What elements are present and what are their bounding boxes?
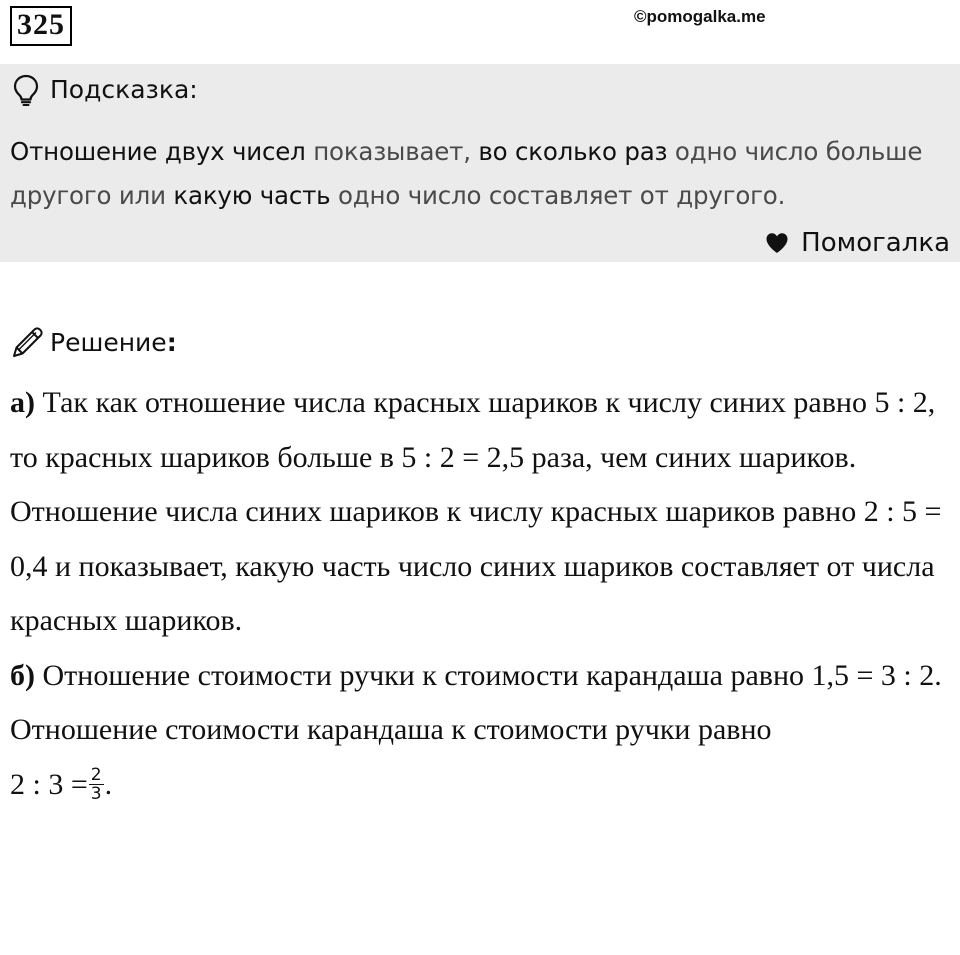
part-a-text: Так как отношение числа красных шариков к числу синих равно 5 : 2, то красных шариков больше в 5 : 2 = 2,5 раза, чем синих шариков.	[10, 386, 936, 474]
hint-emphasis: Отношение двух чисел	[10, 137, 306, 166]
fraction-numerator: 2	[90, 765, 102, 786]
solution-part-b-formula	[10, 758, 955, 813]
solution-title: Решение	[50, 328, 167, 357]
part-b-text: Отношение стоимости ручки к стоимости карандаша равно 1,5 = 3 : 2.	[35, 658, 942, 692]
formula-end: .	[104, 767, 113, 801]
hint-box	[0, 64, 960, 262]
hint-heading	[12, 74, 198, 106]
hint-emphasis: какую часть	[173, 181, 331, 210]
solution-part-b-continued	[10, 703, 955, 758]
solution-part-b	[10, 649, 955, 704]
part-b-text-2: Отношение стоимости карандаша к стоимости ручки равно	[10, 713, 772, 746]
solution-colon: :	[166, 328, 177, 357]
part-a-label: а)	[10, 386, 35, 419]
solution-part-a	[10, 376, 955, 485]
hint-text-part: одно число составляет от другого.	[330, 181, 786, 210]
solution-heading	[10, 326, 177, 360]
hint-text-part: одно число больше другого или	[10, 137, 923, 210]
pencil-icon	[10, 326, 46, 360]
part-a-text-2: Отношение числа синих шариков к числу красных шариков равно 2 : 5 = 0,4 и показывает, какую часть число синих шариков составляет от числа красных шариков.	[10, 495, 942, 637]
hint-text-part: показывает,	[305, 137, 479, 166]
hint-text	[10, 130, 950, 218]
lightbulb-icon	[12, 74, 40, 106]
formula-expression: 2 : 3 =	[10, 767, 88, 801]
task-number: 325	[10, 6, 72, 46]
fraction-denominator: 3	[90, 784, 102, 805]
hint-emphasis: во сколько раз	[478, 137, 668, 166]
hint-title: Подсказка:	[50, 75, 198, 104]
fraction	[89, 766, 104, 803]
solution-body	[10, 376, 955, 812]
copyright: ©pomogalka.me	[634, 7, 766, 26]
brand-name: Помогалка	[801, 228, 950, 258]
part-b-label: б)	[10, 658, 35, 692]
brand-signature	[765, 226, 950, 260]
heart-icon	[765, 232, 789, 254]
solution-part-a-continued	[10, 485, 955, 649]
